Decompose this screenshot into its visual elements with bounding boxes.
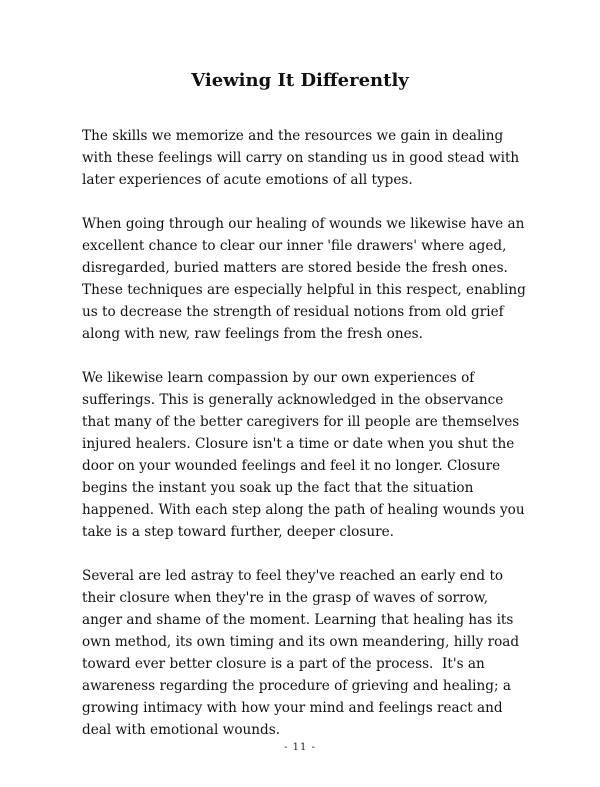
paragraph-2: When going through our healing of wounds we likewise have an excellent chance to clear our inner 'file drawers' where aged, disregarded, buried matters are stored beside the fresh ones. These techniques are especially helpful in this respect, enabling us to decrease the strength of residual notions from old grief along with new, raw feelings from the fresh ones. [82,216,531,342]
page-number: - 11 - [284,742,316,753]
body-text [82,125,532,763]
paragraph-4: Several are led astray to feel they've reached an early end to their closure when they're in the grasp of waves of sorrow, anger and shame of the moment. Learning that healing has its own method, its own timing and its own meandering, hilly road toward ever better closure is a part of the process. It's an awareness regarding the procedure of grieving and healing; a growing intimacy with how your mind and feelings react and deal with emotional wounds. [82,568,524,738]
paragraph-3: We likewise learn compassion by our own experiences of sufferings. This is generally acknowledged in the observance that many of the better caregivers for ill people are themselves injured healers. Closure isn't a time or date when you shut the door on your wounded feelings and feel it no longer. Closure begins the instant you soak up the fact that the situation happened. With each step along the path of healing wounds you take is a step toward further, deeper closure. [82,370,529,540]
page-title: Viewing It Differently [191,70,409,91]
paragraph-1: The skills we memorize and the resources we gain in dealing with these feelings will carry on standing us in good stead with later experiences of acute emotions of all types. [82,128,524,188]
